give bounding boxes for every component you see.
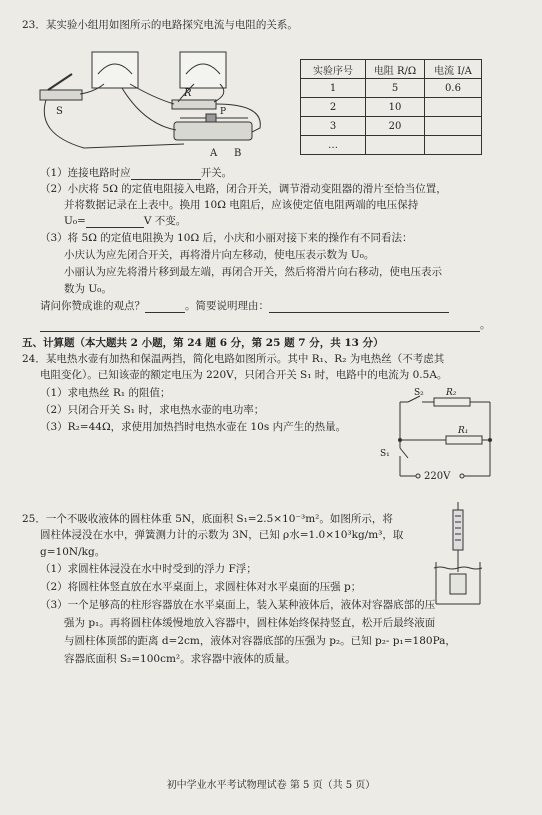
- table-row: [301, 117, 482, 136]
- q25-line1: 25．一个不吸收液体的圆柱体重 5N，底面积 S₁=2.5×10⁻³m²。如图所示，将: [22, 513, 393, 525]
- q25-line2: 圆柱体浸没在水中，弹簧测力计的示数为 3N，已知 ρ水=1.0×10³kg/m³，取: [40, 529, 404, 541]
- label-a: A: [210, 148, 218, 159]
- q23-data-table: [300, 59, 482, 155]
- q25-part2: （2）将圆柱体竖直放在水平桌面上，求圆柱体对水平桌面的压强 p；: [40, 581, 362, 593]
- q25-part1: （1）求圆柱体浸没在水中时受到的浮力 F浮；: [40, 563, 257, 575]
- table-cell: 1: [301, 79, 366, 98]
- table-cell: [366, 136, 425, 155]
- q23-reason-text: 。简要说明理由：: [185, 300, 269, 312]
- table-row: [301, 98, 482, 117]
- q24-line1: 24．某电热水壶有加热和保温两挡，简化电路如图所示。其中 R₁、R₂ 为电热丝（不考虑其: [22, 353, 445, 365]
- table-cell: 2: [301, 98, 366, 117]
- label-s1: S₁: [380, 449, 390, 459]
- label-r1: R₁: [458, 426, 469, 436]
- answer-blank[interactable]: [145, 302, 185, 313]
- q23-part3-line3: 小丽认为应先将滑片移到最左端，再闭合开关，然后将滑片向右移动，使电压表示: [64, 266, 442, 278]
- section-5-title: 五、计算题（本大题共 2 小题，第 24 题 6 分，第 25 题 7 分，共 13 分）: [22, 337, 384, 349]
- q23-part2-line2: 并将数据记录在上表中。换用 10Ω 电阻后，应该使定值电阻两端的电压保持: [64, 199, 419, 211]
- label-p: P: [220, 107, 227, 117]
- label-r: R: [184, 88, 192, 99]
- table-row: [301, 79, 482, 98]
- table-cell: [425, 136, 482, 155]
- label-r2: R₂: [446, 388, 457, 398]
- table-cell: …: [301, 136, 366, 155]
- page-footer: 初中学业水平考试物理试卷 第 5 页（共 5 页）: [166, 780, 376, 791]
- answer-blank[interactable]: [269, 302, 449, 313]
- answer-blank[interactable]: [131, 169, 201, 180]
- q23-circuit-diagram: [34, 44, 284, 160]
- table-header: 电阻 R/Ω: [366, 60, 425, 79]
- label-s: S: [56, 106, 63, 117]
- q23-question-text: 请问你赞成谁的观点？: [40, 300, 145, 312]
- table-row: [301, 136, 482, 155]
- q24-circuit-diagram: [372, 386, 502, 486]
- table-cell: [425, 98, 482, 117]
- q23-question-end: 。: [480, 319, 491, 331]
- q23-part2-line3: [64, 214, 186, 228]
- table-cell: 3: [301, 117, 366, 136]
- q23-part1-text: （1）连接电路时应: [40, 167, 131, 179]
- answer-blank[interactable]: [40, 321, 480, 332]
- q23-part2-end: V 不变。: [143, 215, 187, 227]
- table-header-row: [301, 60, 482, 79]
- table-cell: 0.6: [425, 79, 482, 98]
- q23-part3-line4: 数为 U₀。: [64, 283, 112, 295]
- table-header: 实验序号: [301, 60, 366, 79]
- answer-blank[interactable]: [86, 217, 144, 228]
- label-s2: S₂: [414, 388, 424, 398]
- table-cell: 5: [366, 79, 425, 98]
- q24-line2: 电阻变化）。已知该壶的额定电压为 220V，只闭合开关 S₁ 时，电路中的电流为 0.5A。: [40, 369, 448, 381]
- q23-part3-line1: （3）将 5Ω 的定值电阻换为 10Ω 后，小庆和小丽对接下来的操作有不同看法：: [40, 232, 413, 244]
- q23-part2-u0: U₀=: [64, 215, 86, 227]
- q25-line3: g=10N/kg。: [40, 546, 106, 558]
- q23-reason-line: [40, 318, 491, 332]
- table-cell: 20: [366, 117, 425, 136]
- q25-part3-line4: 容器底面积 S₂=100cm²。求容器中液体的质量。: [64, 653, 296, 665]
- q23-title: 23．某实验小组用如图所示的电路探究电流与电阻的关系。: [22, 19, 298, 31]
- table-cell: 10: [366, 98, 425, 117]
- q25-part3-line2: 强为 p₁。再将圆柱体缓慢地放入容器中，圆柱体始终保持竖直，松开后最终液面: [64, 617, 436, 629]
- q23-part3-line2: 小庆认为应先闭合开关，再将滑片向左移动，使电压表示数为 U₀。: [64, 249, 375, 261]
- q23-part1: [40, 166, 232, 180]
- q23-part1-text-end: 开关。: [200, 167, 233, 179]
- label-b: B: [234, 148, 242, 159]
- q23-question: [40, 299, 449, 313]
- q24-part2: （2）只闭合开关 S₁ 时，求电热水壶的电功率；: [40, 404, 265, 416]
- table-cell: [425, 117, 482, 136]
- table-header: 电流 I/A: [425, 60, 482, 79]
- q24-part1: （1）求电热丝 R₁ 的阻值；: [40, 387, 171, 399]
- q25-spring-scale-diagram: [428, 500, 488, 608]
- q25-part3-line3: 与圆柱体顶部的距离 d=2cm，液体对容器底部的压强为 p₂。已知 p₂- p₁=180Pa，: [64, 635, 456, 647]
- q25-part3-line1: （3）一个足够高的柱形容器放在水平桌面上，装入某种液体后，液体对容器底部的压: [40, 599, 436, 611]
- q24-part3: （3）R₂=44Ω，求使用加热挡时电热水壶在 10s 内产生的热量。: [40, 421, 347, 433]
- label-voltage: 220V: [424, 471, 451, 482]
- q23-part2-line1: （2）小庆将 5Ω 的定值电阻接入电路，闭合开关，调节滑动变阻器的滑片至恰当位置，: [40, 183, 447, 195]
